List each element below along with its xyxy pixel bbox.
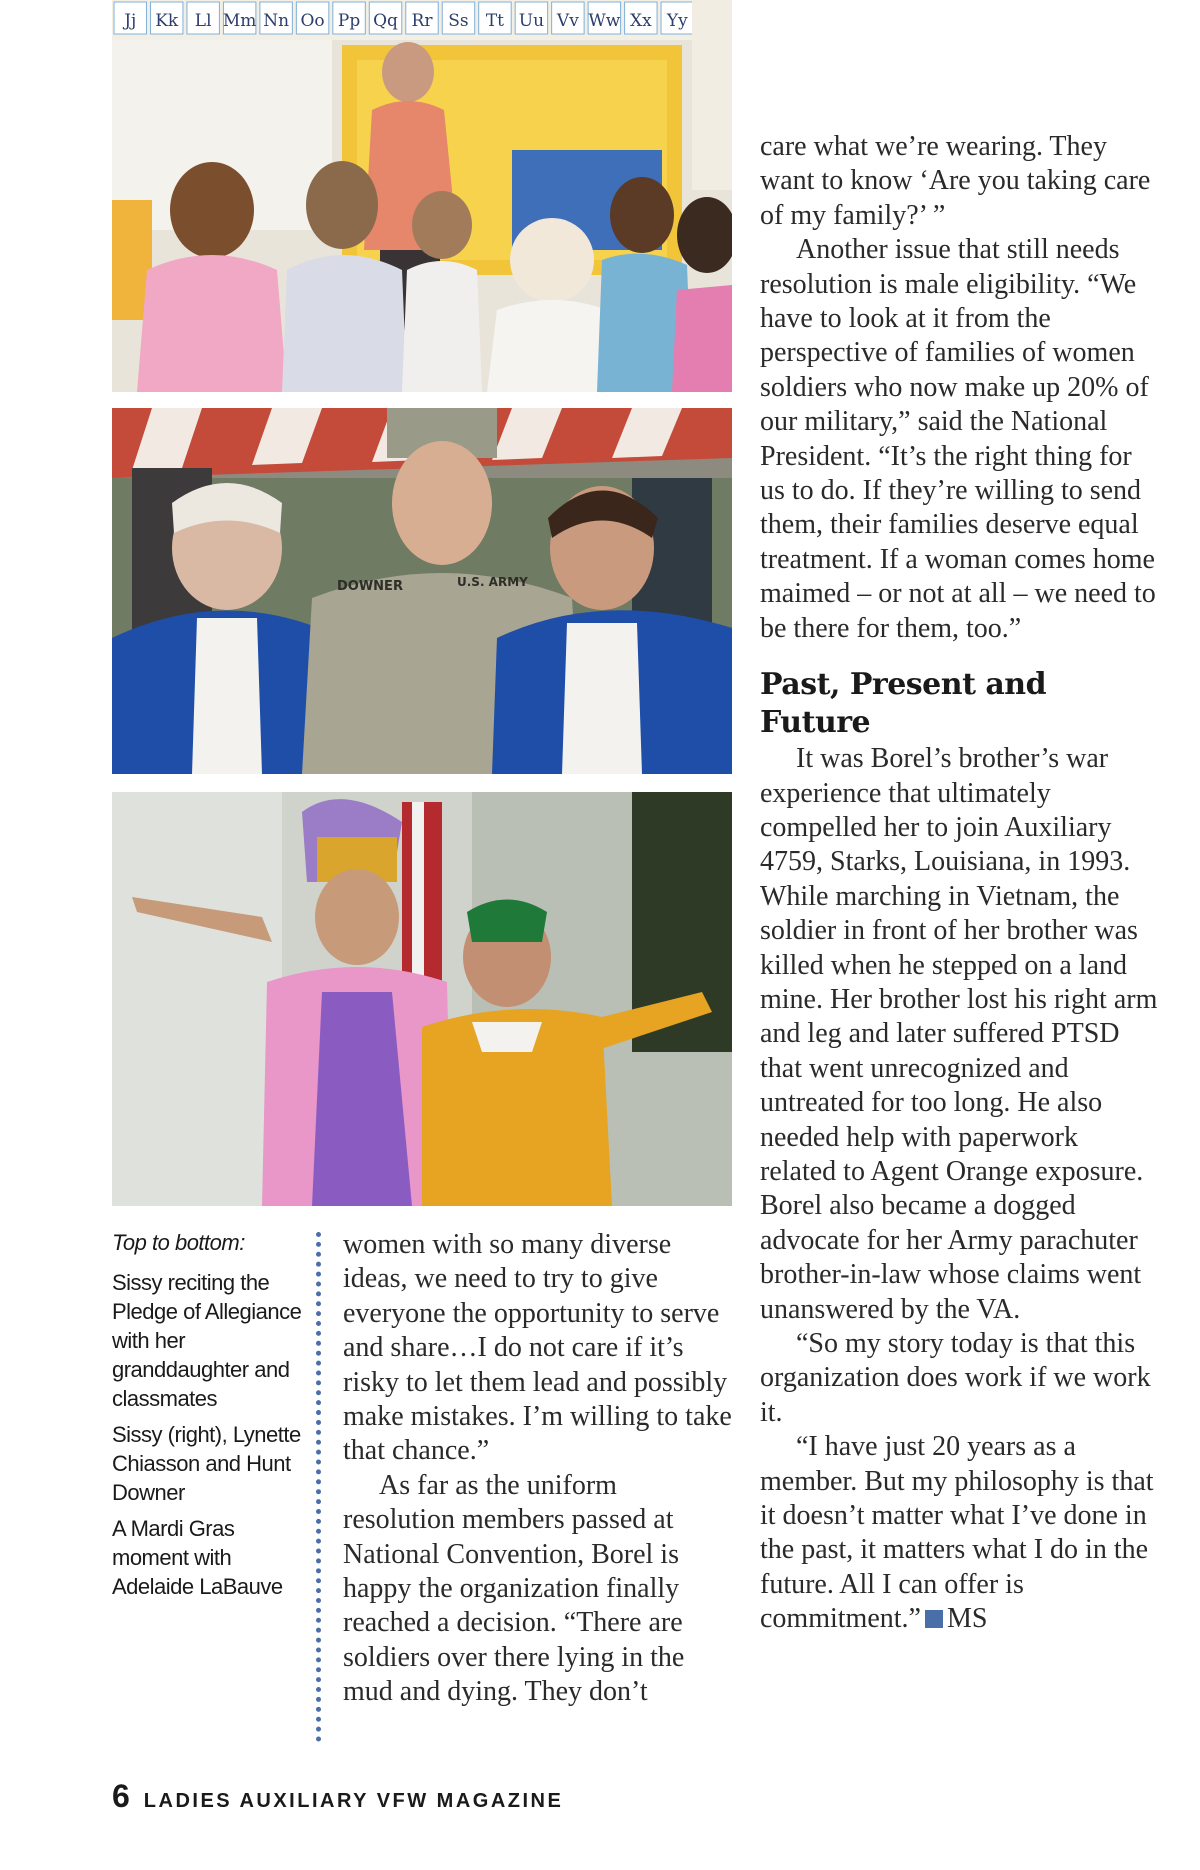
uniform-name-tape: DOWNER [337, 579, 403, 594]
article-paragraph: “So my story today is that this organization does work if we work it. [760, 1328, 1151, 1428]
photo-chiasson-downer [112, 408, 732, 774]
magazine-name: LADIES AUXILIARY VFW MAGAZINE [143, 1790, 564, 1812]
caption-item: Sissy reciting the Pledge of Allegiance with her granddaughter and classmates [112, 1270, 302, 1411]
alphabet-banner [114, 2, 730, 34]
alphabet-letter: Xx [629, 11, 652, 31]
author-initials: MS [946, 1603, 988, 1635]
alphabet-letter: Tt [485, 11, 505, 31]
alphabet-letter: Oo [300, 11, 325, 31]
photo-classroom-pledge [112, 0, 732, 392]
article-column-right [760, 130, 1160, 1637]
alphabet-letter: Qq [373, 11, 398, 31]
photo-mardi-gras [112, 792, 732, 1206]
alphabet-letter: Jj [124, 11, 137, 31]
alphabet-letter: Nn [263, 11, 290, 31]
article-paragraph: care what we’re wearing. They want to know ‘Are you taking care of my family?’ ” [760, 131, 1151, 231]
article-paragraph: women with so many diverse ideas, we need to try to give everyone the opportunity to serve and share…I do not care if it’s risky to let them lead and possibly make mistakes. I’m willing to take that chance.” [343, 1229, 732, 1467]
alphabet-letter: Mm [222, 11, 257, 31]
alphabet-letter: Ww [588, 11, 621, 31]
alphabet-letter: Kk [155, 11, 179, 31]
alphabet-letter: Vv [556, 11, 579, 31]
page-number: 6 [112, 1778, 130, 1814]
article-paragraph: Another issue that still needs resolution is male eligibility. “We have to look at it from the perspective of families of women soldiers who now make up 20% of our military,” said the National President. “It’s the right thing for us to do. If they’re willing to send them, their families deserve equal treatment. If a woman comes home maimed – or not at all – we need to be there for them, too.” [760, 234, 1156, 644]
alphabet-letter: Ss [448, 11, 469, 31]
caption-item: Sissy (right), Lynette Chiasson and Hunt Downer [112, 1422, 301, 1505]
final-paragraph-text: “I have just 20 years as a member. But my philosophy is that it doesn’t matter what I’ve done in the past, it matters what I do in the future. All I can offer is commitment.” [760, 1431, 1154, 1635]
caption-item: A Mardi Gras moment with Adelaide LaBauve [112, 1516, 283, 1599]
alphabet-letter: Ll [194, 11, 212, 31]
caption-heading: Top to bottom: [112, 1230, 245, 1255]
dotted-divider [316, 1232, 321, 1742]
end-square-icon [925, 1610, 943, 1628]
alphabet-letter: Rr [411, 11, 433, 31]
alphabet-letter: Yy [666, 11, 688, 31]
section-heading: Past, Present and Future [760, 667, 1047, 741]
photo-caption [112, 1228, 308, 1608]
alphabet-letter: Uu [518, 11, 545, 31]
article-paragraph-final [760, 1430, 1160, 1636]
uniform-branch-tape: U.S. ARMY [457, 575, 528, 589]
alphabet-letter: Pp [337, 11, 361, 31]
article-paragraph: As far as the uniform resolution members passed at National Convention, Borel is happy the organization finally reached a decision. “There are soldiers over there lying in the mud and dying. They don’t [343, 1469, 685, 1708]
article-paragraph: It was Borel’s brother’s war experience that ultimately compelled her to join Auxiliary 4759, Starks, Louisiana, in 1993. While marching in Vietnam, the soldier in front of her brother was killed when he stepped on a land mine. Her brother lost his right arm and leg and later suffered PTSD that went unrecognized and untreated for too long. He also needed help with paperwork related to Agent Orange exposure. Borel also became a dogged advocate for her Army parachuter brother-in-law whose claims went unanswered by the VA. [760, 743, 1158, 1325]
page-footer [112, 1778, 563, 1815]
article-column-middle [343, 1228, 733, 1710]
